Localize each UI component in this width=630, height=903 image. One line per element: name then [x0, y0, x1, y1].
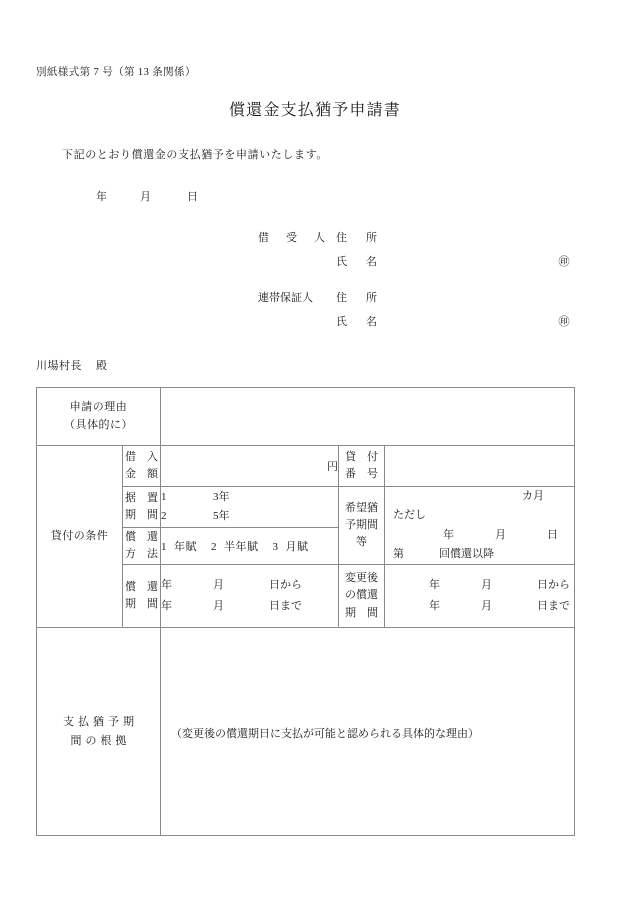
- repayment-period-to-row[interactable]: [161, 596, 338, 617]
- loan-amount-unit: 円: [327, 461, 338, 473]
- desired-deferral-value-cell[interactable]: [385, 487, 575, 565]
- desired-deferral-label-line2: 予期間: [345, 518, 378, 531]
- guarantor-address-row: [258, 289, 571, 313]
- loan-conditions-label: 貸付の条件: [50, 529, 109, 542]
- repayment-method-option-2[interactable]: [211, 541, 259, 553]
- lead-paragraph: 下記のとおり償還金の支払猶予を申請いたします。: [62, 149, 328, 161]
- revised-period-to-month: 月: [481, 600, 492, 612]
- basis-label-cell: [37, 628, 161, 836]
- grace-period-option-1-text: 3年: [213, 490, 230, 503]
- repayment-method-option-3-num: 3: [272, 541, 279, 554]
- desired-deferral-date-row[interactable]: [385, 526, 574, 545]
- borrower-address-row: [258, 229, 571, 253]
- reason-label-line2: （具体的に）: [64, 418, 133, 431]
- desired-deferral-label-line1: 希望猶: [345, 501, 378, 514]
- guarantor-name-row: [258, 313, 571, 337]
- revised-period-from-row[interactable]: [429, 575, 574, 596]
- addressee: [36, 357, 108, 373]
- desired-deferral-date-day: 日: [547, 528, 558, 541]
- repayment-method-label-line2: 方 法: [125, 548, 158, 561]
- loan-number-label-line2: 番 号: [345, 468, 378, 480]
- borrower-address-label: 住 所: [336, 232, 381, 244]
- borrower-seal-icon: ㊞: [558, 256, 570, 268]
- loan-number-label-cell: [339, 446, 385, 487]
- repayment-method-option-2-text: 半年賦: [224, 541, 259, 554]
- revised-period-from-month: 月: [481, 579, 492, 592]
- loan-number-label-line1: 貸 付: [345, 450, 378, 463]
- desired-deferral-label-line3: 等: [356, 536, 367, 549]
- table-row-basis: [37, 628, 575, 836]
- repayment-period-from-row[interactable]: [161, 575, 338, 596]
- date-day-label: 日: [187, 191, 198, 203]
- desired-deferral-date-month: 月: [495, 528, 506, 541]
- revised-period-label-line2: の償還: [345, 589, 378, 602]
- guarantor-name-label: 氏 名: [336, 316, 381, 328]
- grace-period-options-cell[interactable]: [161, 487, 339, 528]
- repayment-method-option-1-text: 年賦: [174, 541, 197, 554]
- repayment-method-label-cell: [123, 528, 161, 565]
- page-title: 償還金支払猶予申請書: [228, 102, 401, 119]
- repayment-period-label-line1: 償 還: [125, 580, 158, 593]
- repayment-method-option-2-num: 2: [211, 541, 217, 554]
- basis-value-cell[interactable]: [161, 628, 575, 836]
- guarantor-seal-icon: ㊞: [558, 316, 570, 328]
- repayment-period-to-year: 年: [161, 600, 172, 612]
- repayment-period-label-cell: [123, 565, 161, 628]
- desired-deferral-nth-prefix: 第: [393, 547, 404, 560]
- reason-label-line1: 申請の理由: [69, 401, 128, 414]
- form-number: 別紙様式第 7 号（第 13 条関係）: [36, 67, 196, 78]
- grace-period-option-2[interactable]: [161, 507, 338, 526]
- desired-deferral-nth-suffix: 回償還以降: [439, 547, 494, 560]
- date-line: [96, 188, 198, 204]
- revised-period-label-line3: 期 間: [345, 606, 378, 619]
- desired-deferral-label-cell: [339, 487, 385, 565]
- revised-period-label-line1: 変更後: [345, 572, 378, 585]
- reason-label-cell: [37, 388, 161, 446]
- loan-amount-label-line1: 借 入: [125, 450, 158, 463]
- grace-period-option-1[interactable]: [161, 488, 338, 507]
- revised-period-to-row[interactable]: [429, 596, 574, 617]
- loan-amount-label-line2: 金 額: [125, 468, 158, 480]
- repayment-method-label-line1: 償 還: [125, 531, 158, 544]
- grace-period-label-line2: 期 間: [125, 509, 158, 522]
- desired-deferral-proviso: ただし: [393, 509, 426, 522]
- repayment-period-from-day: 日から: [269, 579, 302, 592]
- guarantor-role-label: 連帯保証人: [258, 292, 313, 304]
- desired-deferral-date-year: 年: [443, 528, 454, 541]
- revised-period-from-year: 年: [429, 579, 440, 592]
- grace-period-option-1-num: 1: [161, 490, 167, 503]
- repayment-method-option-1-num: 1: [161, 541, 167, 554]
- loan-number-value-cell[interactable]: [385, 446, 575, 487]
- borrower-name-label: 氏 名: [336, 256, 381, 268]
- revised-period-value-cell[interactable]: [385, 565, 575, 628]
- grace-period-option-2-text: 5年: [213, 510, 230, 523]
- loan-amount-value-cell[interactable]: [161, 446, 339, 487]
- repayment-method-option-3[interactable]: [273, 541, 309, 553]
- grace-period-option-2-num: 2: [161, 510, 167, 523]
- repayment-period-label-line2: 期 間: [125, 598, 158, 610]
- table-row-loan-amount: [37, 446, 575, 487]
- guarantor-address-label: 住 所: [336, 292, 381, 304]
- repayment-period-from-year: 年: [161, 579, 172, 592]
- revised-period-to-year: 年: [429, 600, 440, 612]
- addressee-office: 川場村長: [36, 360, 82, 372]
- repayment-period-from-month: 月: [213, 579, 224, 592]
- revised-period-label-cell: [339, 565, 385, 628]
- repayment-period-to-month: 月: [213, 600, 224, 612]
- repayment-period-value-cell[interactable]: [161, 565, 339, 628]
- table-row-reason: [37, 388, 575, 446]
- desired-deferral-months-unit: カ月: [522, 490, 545, 502]
- revised-period-from-day: 日から: [537, 579, 570, 592]
- borrower-role-label: 借 受 人: [258, 232, 328, 244]
- borrower-block: [258, 229, 571, 277]
- loan-amount-label-cell: [123, 446, 161, 487]
- desired-deferral-nth-row[interactable]: [385, 545, 574, 564]
- repayment-method-option-3-text: 月賦: [285, 541, 309, 554]
- revised-period-to-day: 日まで: [537, 600, 570, 612]
- grace-period-label-cell: [123, 487, 161, 528]
- addressee-honorific: 殿: [96, 360, 108, 372]
- repayment-method-option-1[interactable]: [161, 541, 197, 553]
- date-year-label: 年: [96, 191, 107, 203]
- guarantor-block: [258, 289, 571, 337]
- date-month-label: 月: [140, 191, 151, 203]
- application-form-table: [36, 387, 575, 836]
- basis-note: （変更後の償還期日に支払が可能と認められる具体的な理由）: [171, 728, 479, 741]
- repayment-period-to-day: 日まで: [269, 600, 302, 612]
- loan-conditions-label-cell: [37, 446, 123, 628]
- basis-label-line1: 支払猶予期: [63, 715, 138, 728]
- basis-label-line2: 間の根拠: [70, 734, 131, 747]
- reason-value-cell[interactable]: [161, 388, 575, 446]
- desired-deferral-months-row[interactable]: [385, 487, 574, 506]
- grace-period-label-line1: 据 置: [125, 492, 158, 505]
- borrower-name-row: [258, 253, 571, 277]
- repayment-method-options-cell[interactable]: [161, 528, 339, 565]
